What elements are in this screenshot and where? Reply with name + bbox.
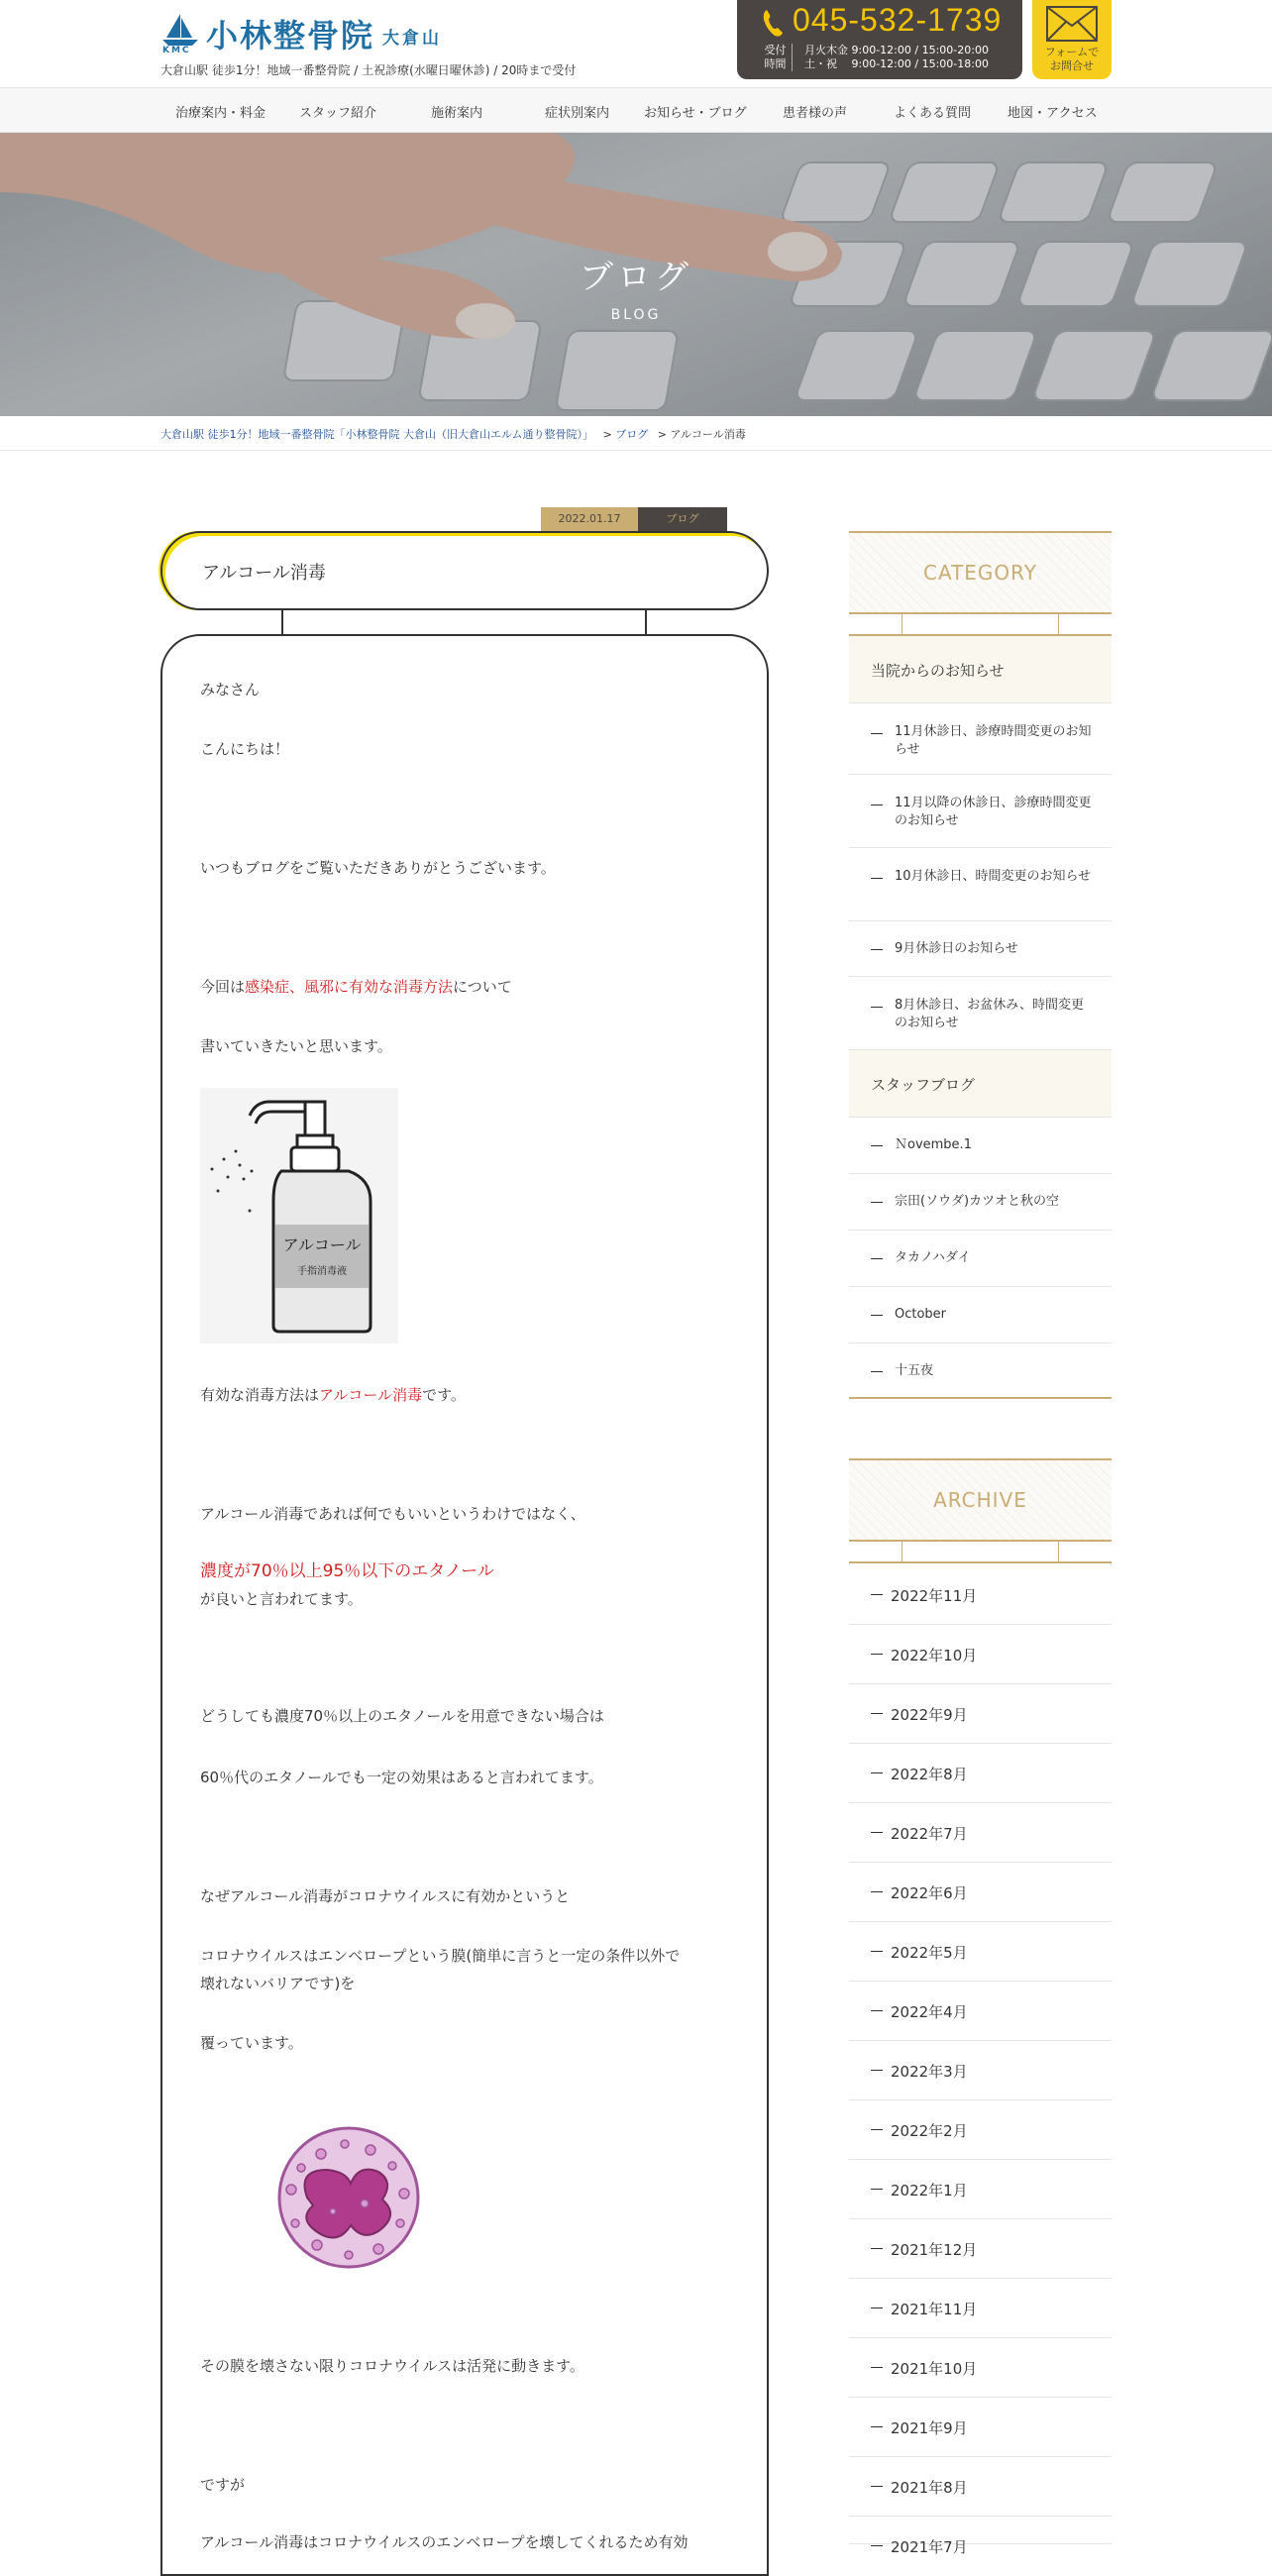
post-text: 覆っています。 — [200, 2034, 303, 2052]
archive-item[interactable]: 2021年12月 — [849, 2219, 1112, 2279]
category-widget-title: CATEGORY — [849, 531, 1112, 614]
post-text: なぜアルコール消毒がコロナウイルスに有効かというと — [200, 1887, 571, 1905]
alcohol-bottle-image — [200, 1088, 398, 1343]
archive-item[interactable]: 2021年10月 — [849, 2338, 1112, 2398]
archive-item[interactable]: 2022年11月 — [849, 1565, 1112, 1625]
clinic-location: 大倉山 — [382, 29, 443, 49]
category-item[interactable]: 9月休診日のお知らせ — [849, 921, 1112, 977]
post-text: コロナウイルスはエンベロープという膜(簡単に言うと一定の条件以外で — [200, 1947, 681, 1965]
archive-item[interactable]: 2021年8月 — [849, 2457, 1112, 2517]
breadcrumb-current: アルコール消毒 — [670, 428, 746, 441]
contact-form-button[interactable]: フォームで お問合せ — [1032, 0, 1112, 79]
svg-text:アルコール: アルコール — [282, 1235, 362, 1254]
post-text: みなさん — [200, 681, 261, 698]
archive-item[interactable]: 2022年2月 — [849, 2100, 1112, 2160]
phone-box[interactable] — [737, 0, 1022, 79]
site-logo[interactable] — [160, 12, 442, 55]
site-tagline: 大倉山駅 徒歩1分！地域一番整骨院 / 土祝診療(水曜日曜休診) / 20時まで受付 — [160, 63, 577, 77]
category-item[interactable]: 10月休診日、時間変更のお知らせ — [849, 848, 1112, 921]
nav-access[interactable]: 地図・アクセス — [1007, 106, 1098, 121]
archive-item[interactable]: 2022年5月 — [849, 1922, 1112, 1982]
archive-item[interactable]: 2022年8月 — [849, 1744, 1112, 1803]
post-text: が良いと言われてます。 — [200, 1590, 363, 1608]
archive-item[interactable]: 2022年10月 — [849, 1625, 1112, 1684]
post-category-tag[interactable]: ブログ — [638, 507, 727, 531]
category-group-staff-blog[interactable]: スタッフブログ — [849, 1050, 1112, 1118]
post-title-box — [160, 531, 769, 610]
post-text: 今回は感染症、風邪に有効な消毒方法について — [200, 978, 512, 996]
nav-faq[interactable]: よくある質問 — [894, 106, 972, 121]
category-item[interactable]: 8月休診日、お盆休み、時間変更のお知らせ — [849, 977, 1112, 1050]
post-date: 2022.01.17 — [541, 507, 638, 531]
breadcrumb-home[interactable]: 大倉山駅 徒歩1分！地域一番整骨院「小林整骨院 大倉山（旧大倉山エルム通り整骨院）」 — [160, 428, 594, 441]
post-text: ですが — [200, 2476, 246, 2494]
category-item[interactable]: タカノハダイ — [849, 1231, 1112, 1287]
nav-testimonials[interactable]: 患者様の声 — [783, 106, 848, 121]
post-emphasis: 濃度が70％以上95％以下のエタノール — [200, 1561, 494, 1581]
post-text: いつもブログをご覧いただきありがとうございます。 — [200, 859, 556, 877]
category-item[interactable]: 11月以降の休診日、診療時間変更のお知らせ — [849, 775, 1112, 848]
archive-item[interactable]: 2022年1月 — [849, 2160, 1112, 2219]
hero-banner — [0, 133, 1272, 416]
ship-logo-icon: KMC — [160, 12, 200, 55]
archive-item[interactable]: 2022年7月 — [849, 1803, 1112, 1863]
clinic-name: 小林整骨院 — [206, 17, 375, 54]
archive-item[interactable]: 2022年6月 — [849, 1863, 1112, 1922]
category-item[interactable]: 宗田(ソウダ)カツオと秋の空 — [849, 1174, 1112, 1231]
nav-procedures[interactable]: 施術案内 — [431, 106, 483, 121]
post-text: 60％代のエタノールでも一定の効果はあると言われてます。 — [200, 1769, 603, 1786]
post-text: 壊れないバリアです)を — [200, 1975, 356, 1992]
post-text: 有効な消毒方法はアルコール消毒です。 — [200, 1386, 466, 1404]
archive-item[interactable]: 2021年11月 — [849, 2279, 1112, 2338]
main-navigation — [0, 87, 1272, 133]
reception-hours: 月火木金 9:00-12:00 / 15:00-20:00 土・祝 9:00-12:00 / 15:00-18:00 — [804, 44, 989, 70]
post-text: 書いていきたいと思います。 — [200, 1037, 392, 1055]
category-item[interactable]: 十五夜 — [849, 1343, 1112, 1399]
reception-label: 受付 時間 — [759, 44, 793, 71]
archive-widget-title: ARCHIVE — [849, 1458, 1112, 1542]
post-title: アルコール消毒 — [202, 563, 326, 584]
post-text: こんにちは！ — [200, 740, 290, 758]
post-text: どうしても濃度70％以上のエタノールを用意できない場合は — [200, 1707, 604, 1725]
svg-text:手指消毒液: 手指消毒液 — [297, 1266, 347, 1277]
post-text: その膜を壊さない限りコロナウイルスは活発に動きます。 — [200, 2357, 584, 2375]
page-subtitle: BLOG — [610, 307, 662, 323]
mail-icon — [1046, 6, 1098, 42]
category-group-notices[interactable]: 当院からのお知らせ — [849, 636, 1112, 703]
white-blood-cell-image — [267, 2120, 426, 2269]
post-text: アルコール消毒はコロナウイルスのエンベロープを壊してくれるため有効 — [200, 2533, 689, 2551]
category-item[interactable]: Ｎovembe.1 — [849, 1118, 1112, 1174]
archive-item[interactable]: 2022年4月 — [849, 1982, 1112, 2041]
page-title: ブログ — [580, 258, 692, 297]
site-header — [0, 0, 1272, 87]
category-item[interactable]: October — [849, 1287, 1112, 1343]
archive-item[interactable]: 2021年9月 — [849, 2398, 1112, 2457]
archive-item[interactable]: 2022年3月 — [849, 2041, 1112, 2100]
nav-treatment-fees[interactable]: 治療案内・料金 — [175, 106, 266, 121]
archive-item[interactable]: 2022年9月 — [849, 1684, 1112, 1744]
breadcrumb: 大倉山駅 徒歩1分！地域一番整骨院「小林整骨院 大倉山（旧大倉山エルム通り整骨院）」 > ブログ > アルコール消毒 — [160, 428, 746, 441]
post-text: アルコール消毒であれば何でもいいというわけではなく、 — [200, 1505, 585, 1523]
nav-news-blog[interactable]: お知らせ・ブログ — [644, 106, 747, 121]
archive-item[interactable]: 2021年7月 — [849, 2517, 1112, 2544]
category-item[interactable]: 11月休診日、診療時間変更のお知らせ — [849, 703, 1112, 775]
nav-symptoms[interactable]: 症状別案内 — [545, 106, 610, 121]
phone-icon — [761, 8, 785, 38]
breadcrumb-blog[interactable]: ブログ — [615, 428, 649, 441]
nav-staff[interactable]: スタッフ紹介 — [299, 106, 377, 121]
phone-number[interactable]: 045-532-1739 — [793, 2, 1003, 38]
